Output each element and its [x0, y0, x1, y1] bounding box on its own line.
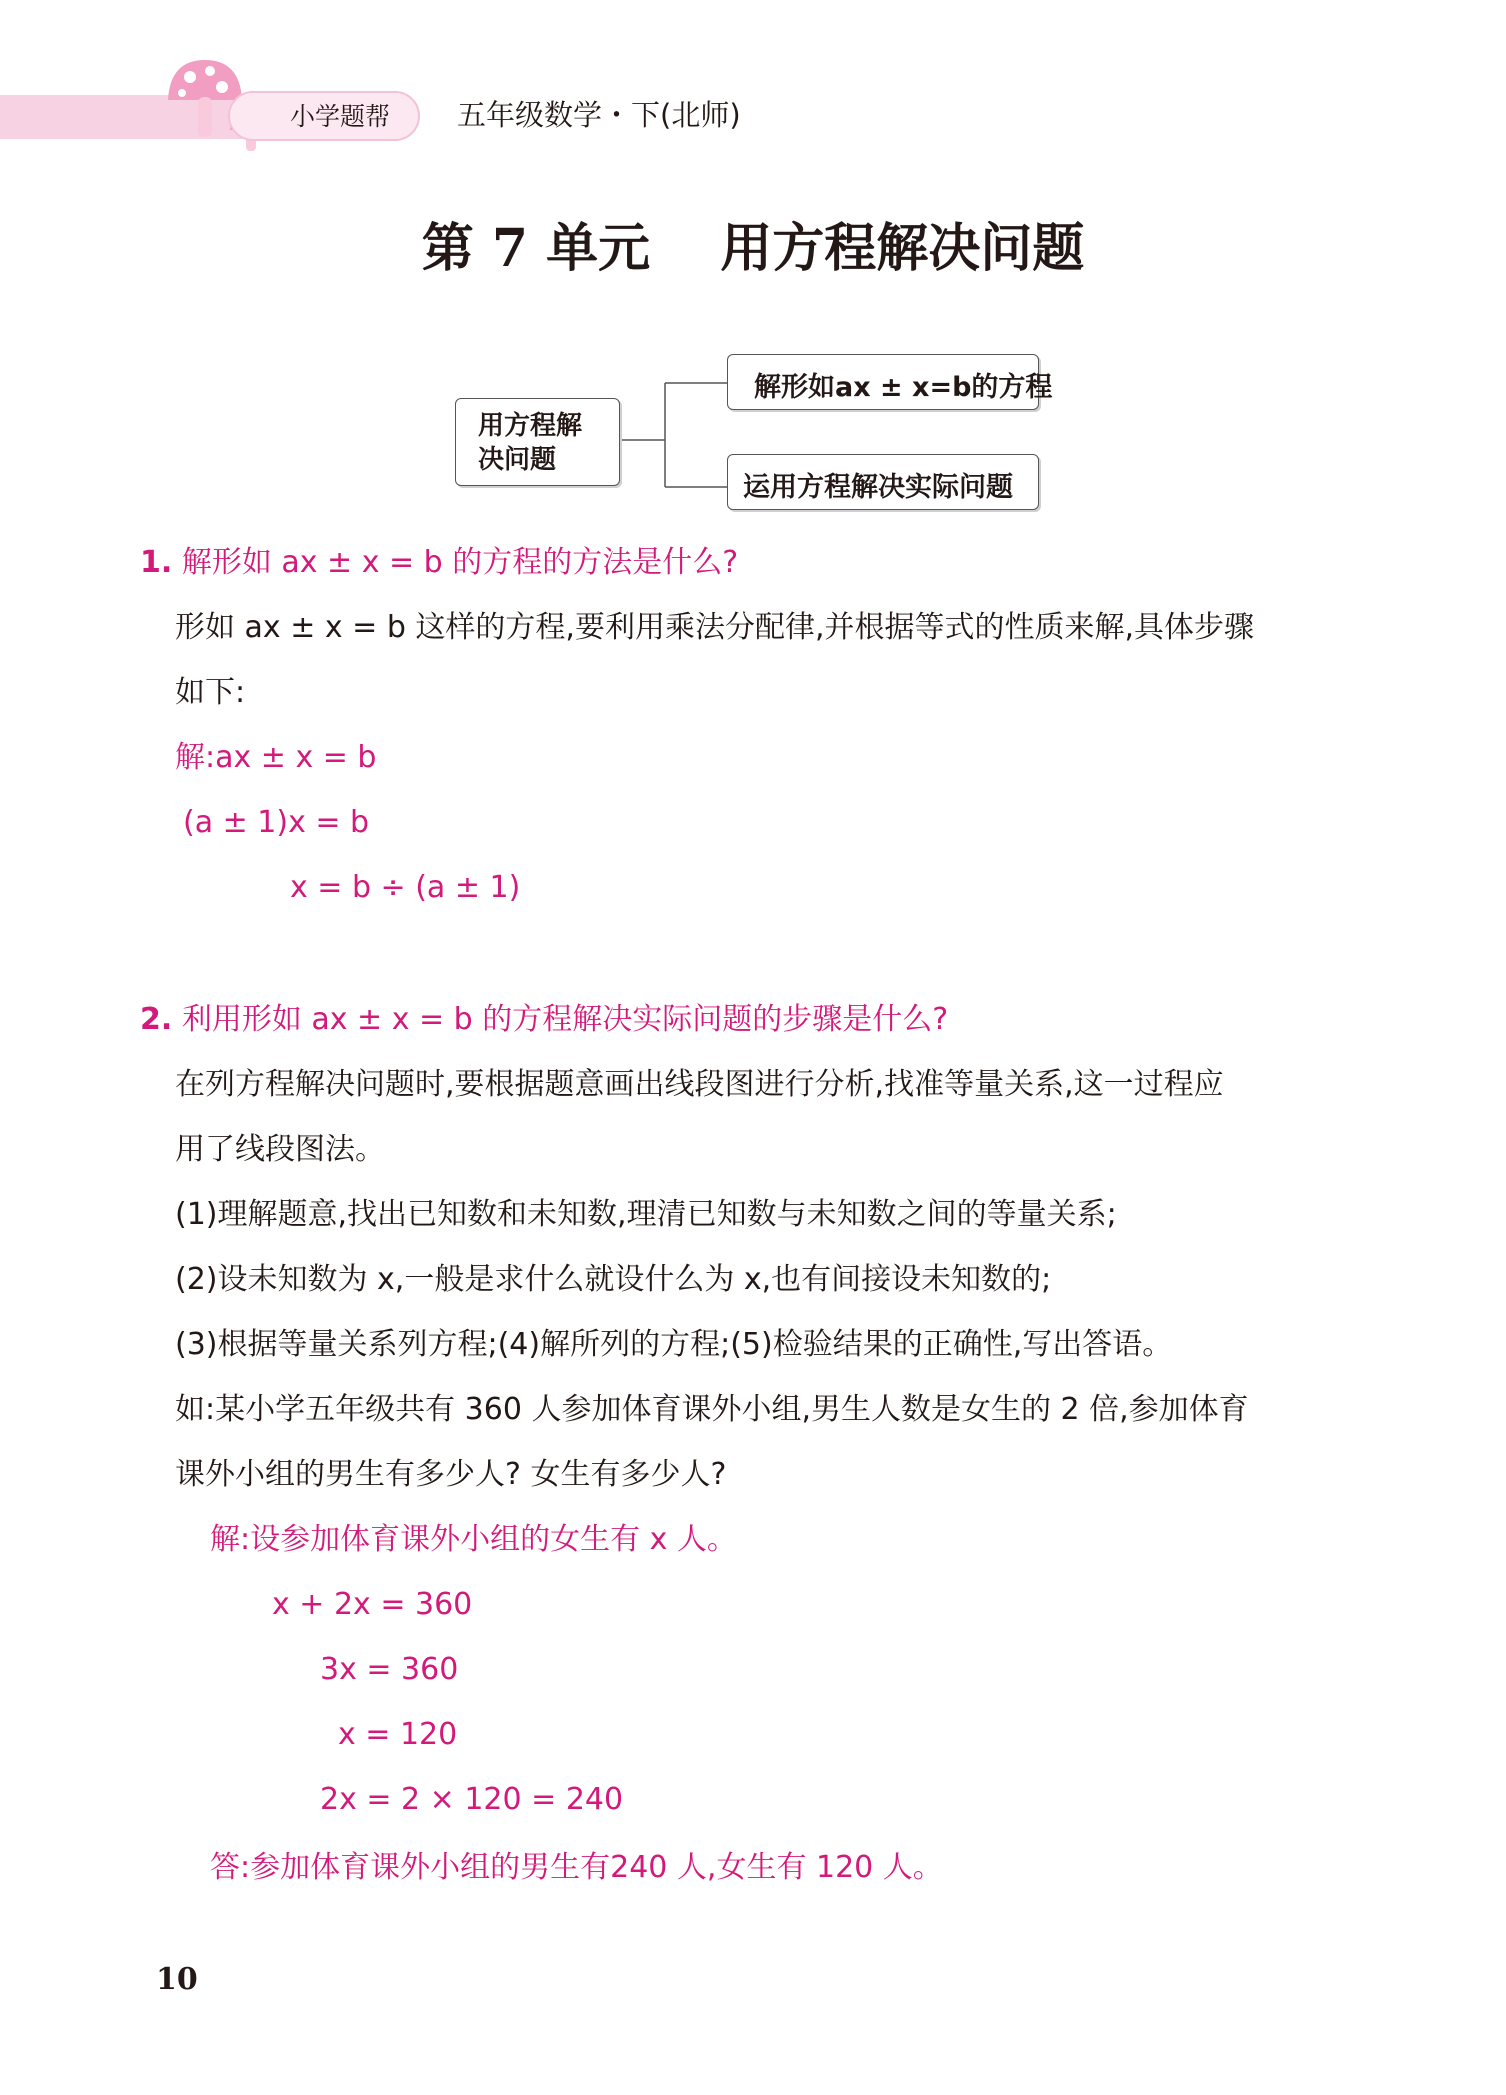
question-1	[140, 543, 738, 583]
mindmap-connector	[620, 380, 730, 490]
solution-line: (a ± 1)x = b	[183, 805, 370, 840]
paragraph-line: 在列方程解决问题时,要根据题意画出线段图进行分析,找准等量关系,这一过程应	[175, 1067, 1224, 1102]
mindmap-root-node	[455, 398, 620, 486]
example-line: 如:某小学五年级共有 360 人参加体育课外小组,男生人数是女生的 2 倍,参加体育	[175, 1392, 1249, 1427]
question-number: 1.	[140, 545, 173, 580]
page-number: 10	[156, 1962, 198, 1997]
question-number: 2.	[140, 1002, 173, 1037]
example-line: 课外小组的男生有多少人? 女生有多少人?	[175, 1457, 727, 1492]
page-title: 第 7 单元 用方程解决问题	[421, 218, 1085, 279]
answer-line: 答:参加体育课外小组的男生有240 人,女生有 120 人。	[210, 1850, 943, 1885]
mindmap-root-line1: 用方程解	[478, 411, 583, 441]
mindmap-branch-apply: 运用方程解决实际问题	[727, 454, 1039, 510]
solution-line: 解:ax ± x = b	[175, 740, 377, 775]
brand-label: 小学题帮	[290, 102, 391, 131]
step-line: (1)理解题意,找出已知数和未知数,理清已知数与未知数之间的等量关系;	[175, 1197, 1117, 1232]
solution-intro: 解:设参加体育课外小组的女生有 x 人。	[210, 1522, 737, 1557]
step-line: (3)根据等量关系列方程;(4)解所列的方程;(5)检验结果的正确性,写出答语。	[175, 1327, 1173, 1362]
solution-line: x = b ÷ (a ± 1)	[290, 870, 521, 905]
question-text: 解形如 ax ± x = b 的方程的方法是什么?	[181, 545, 739, 580]
solution-line: x = 120	[338, 1717, 458, 1752]
step-line: (2)设未知数为 x,一般是求什么就设什么为 x,也有间接设未知数的;	[175, 1262, 1052, 1297]
mindmap-branch-solve: 解形如ax ± x=b的方程	[727, 354, 1039, 410]
question-text: 利用形如 ax ± x = b 的方程解决实际问题的步骤是什么?	[181, 1002, 949, 1037]
paragraph-line: 如下:	[175, 675, 246, 710]
mindmap-root-line2: 决问题	[478, 445, 557, 475]
question-2	[140, 1000, 948, 1040]
solution-line: 3x = 360	[320, 1652, 459, 1687]
solution-line: x + 2x = 360	[272, 1587, 473, 1622]
paragraph-line: 形如 ax ± x = b 这样的方程,要利用乘法分配律,并根据等式的性质来解,具体步骤	[175, 610, 1255, 645]
solution-line: 2x = 2 × 120 = 240	[320, 1782, 624, 1817]
paragraph-line: 用了线段图法。	[175, 1132, 385, 1167]
book-subject: 五年级数学・下(北师)	[457, 98, 741, 132]
